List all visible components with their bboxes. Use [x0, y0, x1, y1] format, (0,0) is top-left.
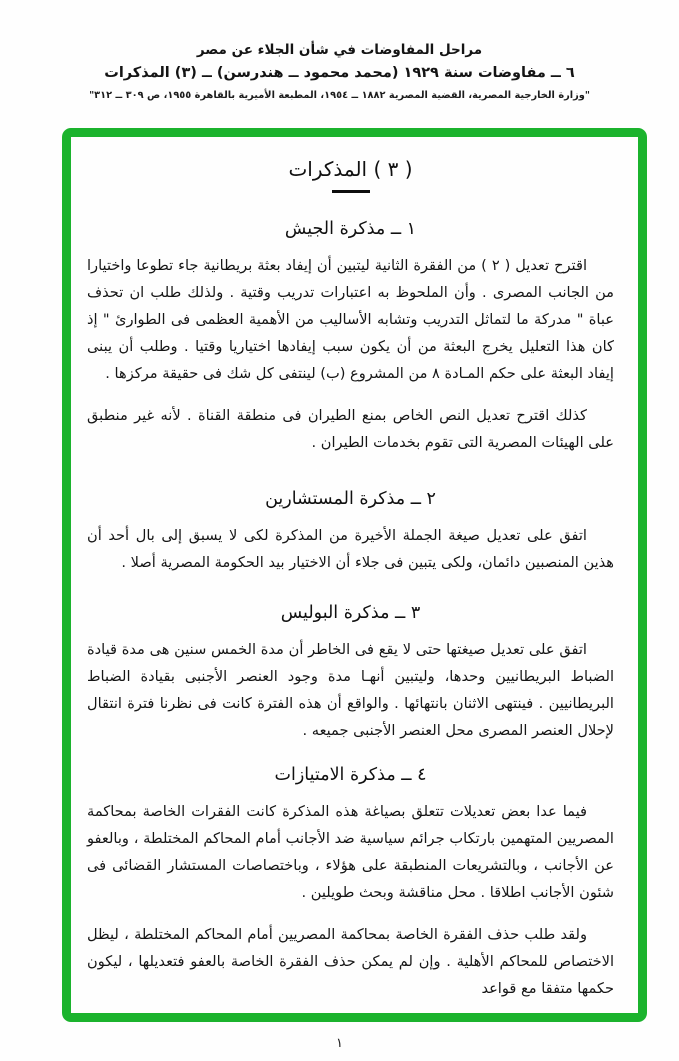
green-highlight-box [62, 128, 647, 1022]
section-capitulations-memo [87, 765, 614, 1002]
section-heading-advisers: ٢ ــ مذكرة المستشارين [265, 488, 436, 509]
header-title: مراحل المفاوضات في شأن الجلاء عن مصر [196, 42, 483, 58]
header-source-citation: "وزارة الخارجية المصرية، القضية المصرية ١٨٨٢ ــ ١٩٥٤، المطبعة الأميرية بالقاهرة ١٩٥٥، ص ٣٠٩ ــ ٣١٢" [89, 90, 590, 101]
section-heading-capitulations: ٤ ــ مذكرة الامتيازات [274, 764, 427, 785]
paragraph: كذلك اقترح تعديل النص الخاص بمنع الطيران فى منطقة القناة . لأنه غير منطبق على الهيئات المصرية التى تقوم بخدمات الطيران . [87, 406, 614, 451]
paragraph: ولقد طلب حذف الفقرة الخاصة بمحاكمة المصريين أمام المحاكم المختلطة ، ليظل الاختصاص للمحاكم الأهلية . وإن لم يمكن حذف الفقرة الخاصة بالعفو فتعديلها ، ليكون حكمها متفقا مع قواعد [87, 925, 614, 997]
paragraph: اتفق على تعديل صيغة الجملة الأخيرة من المذكرة لكى لا يسبق إلى بال أحد أن هذين المنصبين دائمان، ولكى يتبين فى جلاء أن الاختيار بيد الحكومة المصرية أصلا . [87, 526, 614, 571]
paragraph: فيما عدا بعض تعديلات تتعلق بصياغة هذه المذكرة كانت الفقرات الخاصة بمحاكمة المصريين المتهمين بارتكاب جرائم سياسية ضد الأجانب أمام المحاكم المختلطة ، وبالعفو عن الأجانب ، وبالتشريعات المنطبقة على هؤلاء ، وباختصاصات المستشار القضائى فى شئون الأجانب اطلاقا . محل مناقشة وبحث طويلين . [87, 802, 614, 901]
page-number: ١ [336, 1036, 343, 1051]
section-police-memo [87, 603, 614, 744]
document-title: ( ٣ ) المذكرات [288, 157, 413, 181]
title-underline [332, 190, 370, 193]
section-heading-army: ١ ــ مذكرة الجيش [284, 218, 417, 239]
paragraph: اتفق على تعديل صيغتها حتى لا يقع فى الخاطر أن مدة الخمس سنين هى مدة قيادة الضباط البريطانيين وحدها، وليتبين أنهـا مدة وجود العنصر الأجنبى بقيادة الضباط البريطانيين . فينتهى الاثنان بانتهائها . والواقع أن هذه الفترة كانت فى نظرنا فترة انتقال لإحلال العنصر المصرى محل العنصر الأجنبى جميعه . [87, 640, 614, 739]
header-subtitle: ٦ ــ مفاوضات سنة ١٩٢٩ (محمد محمود ــ هندرسن) ــ (٣) المذكرات [104, 65, 575, 81]
section-advisers-memo [87, 489, 614, 576]
section-army-memo [87, 219, 614, 456]
section-heading-police: ٣ ــ مذكرة البوليس [280, 602, 421, 623]
paragraph: اقترح تعديل ( ٢ ) من الفقرة الثانية ليتبين أن إيفاد بعثة بريطانية جاء تطوعا واختيارا من الجانب المصرى . وأن الملحوظ به اعتبارات تدريب وقتية . ولذلك طلب ان تحذف عباة " مدركة ما لتماثل التدريب وتشابه الأساليب من الأهمية العظمى فى الطوارئ " إذ كان هذا التعليل يخرج البعثة من أن يكون سبب إيفادها اختياريا وقتيا . وطلب أن يبنى إيفاد البعثة على حكم المـادة ٨ من المشروع (ب) لينتفى كل شك فى حقيقة مركزها . [87, 256, 614, 382]
page-header [0, 42, 679, 101]
